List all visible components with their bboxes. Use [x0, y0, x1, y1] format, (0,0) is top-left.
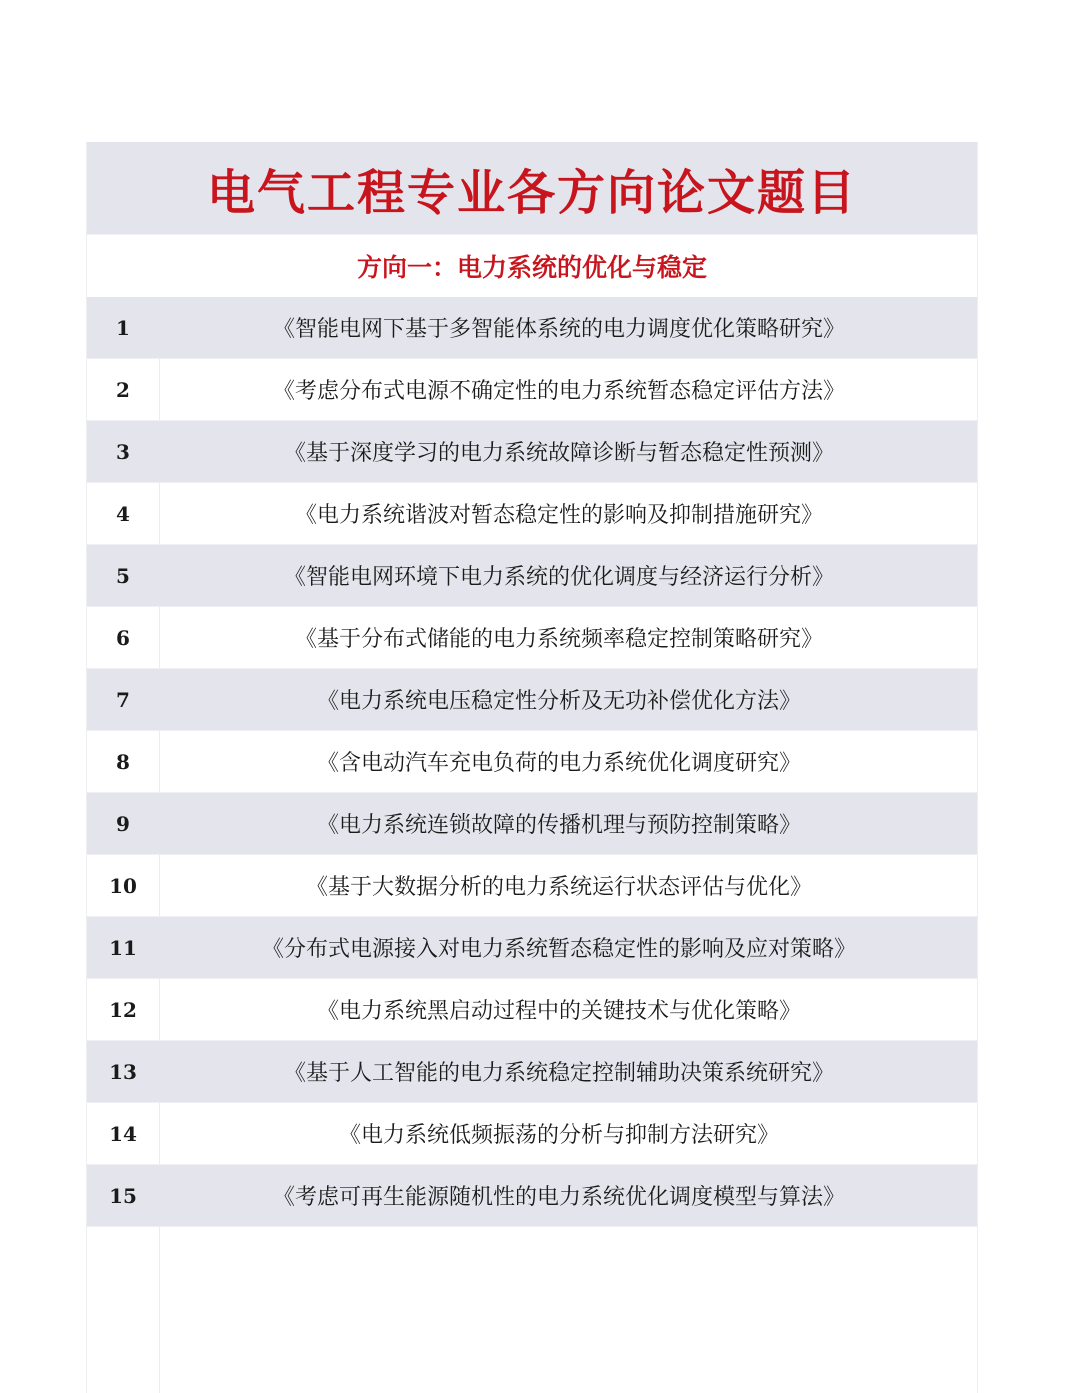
table-row — [87, 545, 977, 607]
title-row — [87, 142, 977, 234]
row-number: 1 — [116, 315, 130, 340]
table-row — [87, 979, 977, 1041]
row-number: 3 — [116, 439, 130, 464]
row-number: 11 — [109, 935, 137, 960]
table-row — [87, 1041, 977, 1103]
row-number: 7 — [116, 687, 130, 712]
table-row — [87, 607, 977, 669]
row-number: 14 — [109, 1121, 137, 1146]
topic-title: 《基于分布式储能的电力系统频率稳定控制策略研究》 — [294, 627, 823, 652]
topic-title: 《分布式电源接入对电力系统暂态稳定性的影响及应对策略》 — [261, 937, 856, 962]
topics-table — [86, 142, 978, 1393]
page-title: 电气工程专业各方向论文题目 — [206, 164, 857, 221]
row-number: 12 — [109, 997, 137, 1022]
table-row — [87, 483, 977, 545]
table-row — [87, 731, 977, 793]
topic-title: 《基于大数据分析的电力系统运行状态评估与优化》 — [305, 875, 812, 900]
topic-title: 《含电动汽车充电负荷的电力系统优化调度研究》 — [316, 751, 801, 776]
row-number: 5 — [116, 563, 130, 588]
table-row — [87, 793, 977, 855]
row-number: 2 — [116, 377, 130, 402]
topic-title: 《考虑可再生能源随机性的电力系统优化调度模型与算法》 — [272, 1185, 845, 1210]
row-number: 6 — [116, 625, 130, 650]
table-row — [87, 855, 977, 917]
topic-title: 《基于人工智能的电力系统稳定控制辅助决策系统研究》 — [283, 1061, 834, 1086]
topic-title: 《电力系统连锁故障的传播机理与预防控制策略》 — [316, 813, 801, 838]
topic-title: 《电力系统黑启动过程中的关键技术与优化策略》 — [316, 999, 801, 1024]
table-row — [87, 297, 977, 359]
topic-list — [87, 297, 977, 1227]
section-row — [87, 234, 977, 297]
table-row — [87, 421, 977, 483]
topic-title: 《智能电网环境下电力系统的优化调度与经济运行分析》 — [283, 565, 834, 590]
topic-title: 《考虑分布式电源不确定性的电力系统暂态稳定评估方法》 — [272, 379, 845, 404]
row-number: 9 — [116, 811, 130, 836]
row-number: 13 — [109, 1059, 137, 1084]
table-row — [87, 669, 977, 731]
table-row — [87, 1165, 977, 1227]
table-row — [87, 359, 977, 421]
table-row — [87, 1103, 977, 1165]
topic-title: 《基于深度学习的电力系统故障诊断与暂态稳定性预测》 — [283, 441, 834, 466]
topic-title: 《电力系统谐波对暂态稳定性的影响及抑制措施研究》 — [294, 503, 823, 528]
row-number: 8 — [116, 749, 130, 774]
table-row — [87, 917, 977, 979]
section-title: 方向一：电力系统的优化与稳定 — [356, 253, 707, 282]
topic-title: 《智能电网下基于多智能体系统的电力调度优化策略研究》 — [272, 317, 845, 342]
row-number: 4 — [116, 501, 130, 526]
topic-title: 《电力系统电压稳定性分析及无功补偿优化方法》 — [316, 689, 801, 714]
topic-title: 《电力系统低频振荡的分析与抑制方法研究》 — [338, 1123, 779, 1148]
row-number: 10 — [109, 873, 137, 898]
row-number: 15 — [109, 1183, 137, 1208]
